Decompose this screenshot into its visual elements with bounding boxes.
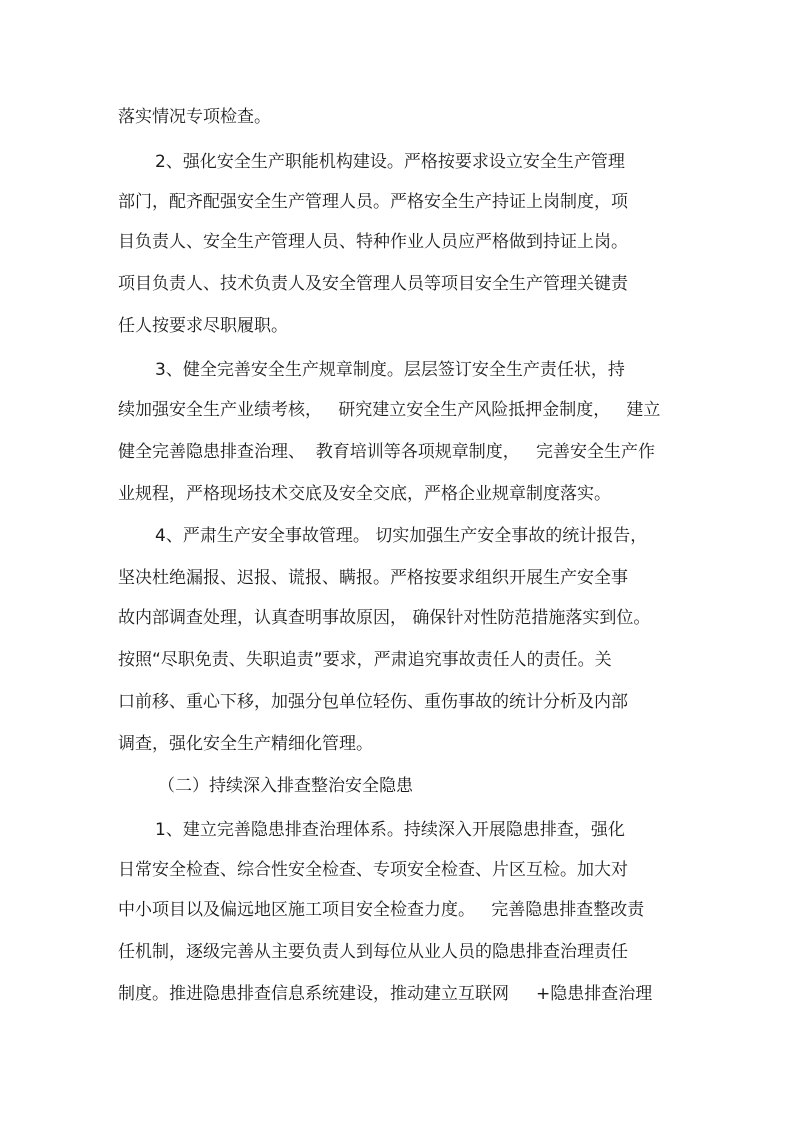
text-line: 目负责人、安全生产管理人员、特种作业人员应严格做到持证上岗。 — [118, 232, 628, 252]
text-line: 中小项目以及偏远地区施工项目安全检查力度。 完善隐患排查整改责 — [118, 900, 645, 920]
text-line: 部门，配齐配强安全生产管理人员。严格安全生产持证上岗制度，项 — [118, 192, 628, 212]
text-line: 落实情况专项检查。 — [118, 107, 271, 127]
text-line: 调查，强化安全生产精细化管理。 — [118, 734, 373, 754]
text-line: 项目负责人、技术负责人及安全管理人员等项目安全生产管理关键责 — [118, 274, 628, 294]
text-line: 1、建立完善隐患排查治理体系。持续深入开展隐患排查，强化 — [155, 820, 625, 840]
text-line: 任机制，逐级完善从主要负责人到每位从业人员的隐患排查治理责任 — [118, 942, 628, 962]
text-line: 健全完善隐患排查治理、 教育培训等各项规章制度， 完善安全生产作 — [118, 442, 656, 462]
text-line: 制度。推进隐患排查信息系统建设，推动建立互联网 +隐患排查治理 — [118, 984, 653, 1004]
text-line: 4、严肃生产安全事故管理。 切实加强生产安全事故的统计报告， — [155, 526, 648, 546]
text-line: 按照“尽职免责、失职追责”要求，严肃追究事故责任人的责任。关 — [118, 650, 612, 670]
text-line: 口前移、重心下移，加强分包单位轻伤、重伤事故的统计分析及内部 — [118, 692, 628, 712]
text-line: 坚决杜绝漏报、迟报、谎报、瞒报。严格按要求组织开展生产安全事 — [118, 568, 628, 588]
text-line: 续加强安全生产业绩考核， 研究建立安全生产风险抵押金制度， 建立 — [118, 400, 661, 420]
text-line: 业规程，严格现场技术交底及安全交底，严格企业规章制度落实。 — [118, 484, 611, 504]
text-line: 3、健全完善安全生产规章制度。层层签订安全生产责任状，持 — [155, 360, 625, 380]
text-line: 日常安全检查、综合性安全检查、专项安全检查、片区互检。加大对 — [118, 860, 628, 880]
text-line: 故内部调查处理，认真查明事故原因， 确保针对性防范措施落实到位。 — [118, 608, 651, 628]
text-line: 2、强化安全生产职能机构建设。严格按要求设立安全生产管理 — [155, 152, 625, 172]
text-line: 任人按要求尽职履职。 — [118, 316, 288, 336]
section-heading: （二）持续深入排查整治安全隐患 — [158, 776, 413, 796]
